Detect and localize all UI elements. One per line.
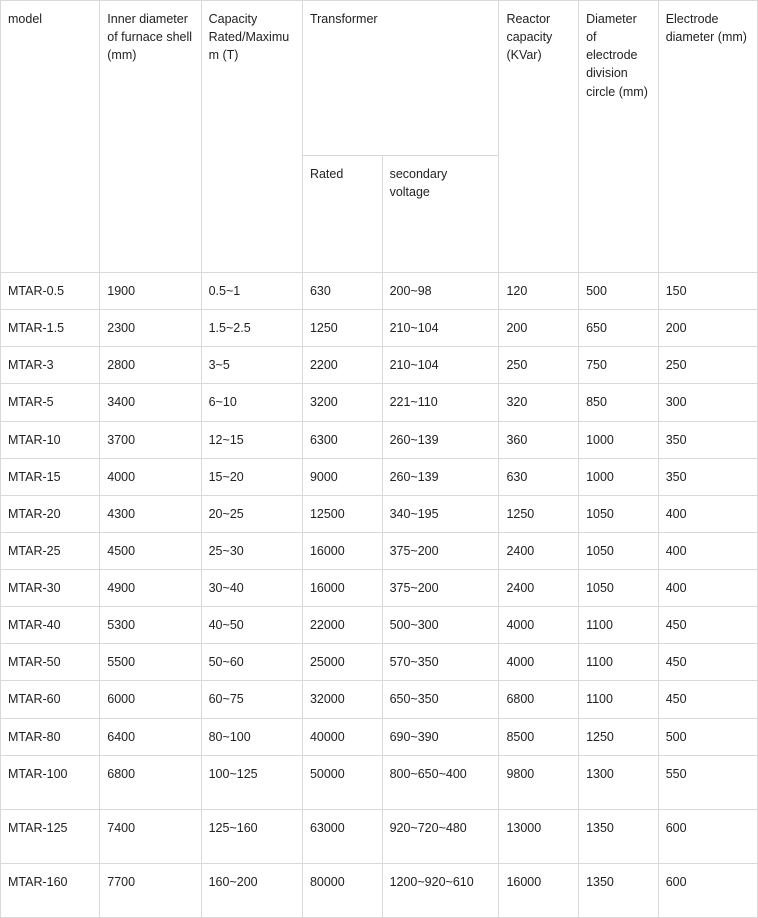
- cell-transformer-rated: 630: [302, 273, 382, 310]
- cell-electrode-diameter: 200: [658, 310, 757, 347]
- table-row: [1, 421, 758, 458]
- cell-transformer-rated: 9000: [302, 458, 382, 495]
- table-row: [1, 458, 758, 495]
- cell-inner-diameter: 4900: [100, 570, 201, 607]
- cell-electrode-diameter: 500: [658, 718, 757, 755]
- cell-inner-diameter: 4000: [100, 458, 201, 495]
- cell-secondary-voltage: 210~104: [382, 347, 499, 384]
- cell-transformer-rated: 25000: [302, 644, 382, 681]
- cell-capacity: 20~25: [201, 495, 302, 532]
- cell-secondary-voltage: 920~720~480: [382, 809, 499, 863]
- cell-inner-diameter: 5500: [100, 644, 201, 681]
- cell-reactor-capacity: 2400: [499, 570, 579, 607]
- header-electrode-division-circle: Diameter of electrode division circle (mm): [579, 1, 659, 273]
- cell-inner-diameter: 3400: [100, 384, 201, 421]
- header-inner-diameter: Inner diameter of furnace shell (mm): [100, 1, 201, 273]
- table-row: [1, 809, 758, 863]
- cell-capacity: 40~50: [201, 607, 302, 644]
- cell-inner-diameter: 7400: [100, 809, 201, 863]
- table-row: [1, 755, 758, 809]
- cell-secondary-voltage: 340~195: [382, 495, 499, 532]
- cell-secondary-voltage: 375~200: [382, 570, 499, 607]
- cell-inner-diameter: 2300: [100, 310, 201, 347]
- cell-transformer-rated: 6300: [302, 421, 382, 458]
- header-transformer-secondary-voltage: secondary voltage: [382, 156, 499, 273]
- cell-transformer-rated: 3200: [302, 384, 382, 421]
- cell-capacity: 6~10: [201, 384, 302, 421]
- cell-electrode-diameter: 400: [658, 495, 757, 532]
- table-row: [1, 681, 758, 718]
- cell-model: MTAR-1.5: [1, 310, 100, 347]
- cell-electrode-circle: 1050: [579, 532, 659, 569]
- cell-reactor-capacity: 320: [499, 384, 579, 421]
- cell-electrode-diameter: 400: [658, 532, 757, 569]
- table-row: [1, 863, 758, 917]
- cell-electrode-circle: 500: [579, 273, 659, 310]
- cell-capacity: 3~5: [201, 347, 302, 384]
- cell-inner-diameter: 6400: [100, 718, 201, 755]
- cell-capacity: 125~160: [201, 809, 302, 863]
- table-row: [1, 310, 758, 347]
- cell-inner-diameter: 4300: [100, 495, 201, 532]
- cell-model: MTAR-25: [1, 532, 100, 569]
- cell-electrode-diameter: 250: [658, 347, 757, 384]
- cell-inner-diameter: 5300: [100, 607, 201, 644]
- cell-secondary-voltage: 570~350: [382, 644, 499, 681]
- table-row: [1, 644, 758, 681]
- cell-capacity: 80~100: [201, 718, 302, 755]
- cell-electrode-diameter: 350: [658, 421, 757, 458]
- cell-electrode-circle: 1250: [579, 718, 659, 755]
- cell-electrode-circle: 1300: [579, 755, 659, 809]
- cell-secondary-voltage: 500~300: [382, 607, 499, 644]
- cell-reactor-capacity: 250: [499, 347, 579, 384]
- cell-transformer-rated: 16000: [302, 532, 382, 569]
- header-electrode-diameter: Electrode diameter (mm): [658, 1, 757, 273]
- cell-electrode-circle: 1100: [579, 644, 659, 681]
- cell-model: MTAR-3: [1, 347, 100, 384]
- cell-reactor-capacity: 8500: [499, 718, 579, 755]
- cell-inner-diameter: 3700: [100, 421, 201, 458]
- header-transformer-label: Transformer: [309, 12, 378, 26]
- cell-inner-diameter: 6000: [100, 681, 201, 718]
- cell-capacity: 25~30: [201, 532, 302, 569]
- cell-reactor-capacity: 9800: [499, 755, 579, 809]
- cell-electrode-circle: 650: [579, 310, 659, 347]
- cell-reactor-capacity: 4000: [499, 607, 579, 644]
- header-model: model: [1, 1, 100, 273]
- cell-reactor-capacity: 16000: [499, 863, 579, 917]
- table-row: [1, 607, 758, 644]
- cell-transformer-rated: 1250: [302, 310, 382, 347]
- cell-model: MTAR-20: [1, 495, 100, 532]
- cell-transformer-rated: 2200: [302, 347, 382, 384]
- cell-secondary-voltage: 375~200: [382, 532, 499, 569]
- cell-electrode-diameter: 600: [658, 863, 757, 917]
- cell-electrode-circle: 1350: [579, 809, 659, 863]
- cell-model: MTAR-30: [1, 570, 100, 607]
- cell-capacity: 100~125: [201, 755, 302, 809]
- cell-secondary-voltage: 650~350: [382, 681, 499, 718]
- cell-electrode-diameter: 550: [658, 755, 757, 809]
- cell-model: MTAR-80: [1, 718, 100, 755]
- cell-reactor-capacity: 4000: [499, 644, 579, 681]
- cell-capacity: 50~60: [201, 644, 302, 681]
- cell-transformer-rated: 12500: [302, 495, 382, 532]
- table-row: [1, 718, 758, 755]
- cell-reactor-capacity: 630: [499, 458, 579, 495]
- cell-inner-diameter: 2800: [100, 347, 201, 384]
- table-row: [1, 273, 758, 310]
- cell-capacity: 15~20: [201, 458, 302, 495]
- cell-capacity: 30~40: [201, 570, 302, 607]
- cell-capacity: 160~200: [201, 863, 302, 917]
- cell-electrode-diameter: 450: [658, 644, 757, 681]
- cell-secondary-voltage: 221~110: [382, 384, 499, 421]
- cell-model: MTAR-15: [1, 458, 100, 495]
- cell-model: MTAR-5: [1, 384, 100, 421]
- table-row: [1, 532, 758, 569]
- cell-reactor-capacity: 13000: [499, 809, 579, 863]
- table-row: [1, 384, 758, 421]
- cell-reactor-capacity: 1250: [499, 495, 579, 532]
- cell-inner-diameter: 7700: [100, 863, 201, 917]
- cell-electrode-diameter: 450: [658, 681, 757, 718]
- cell-transformer-rated: 63000: [302, 809, 382, 863]
- header-transformer-rated: Rated: [302, 156, 382, 273]
- cell-electrode-circle: 750: [579, 347, 659, 384]
- cell-reactor-capacity: 120: [499, 273, 579, 310]
- table-header-row-primary: [1, 1, 758, 156]
- cell-model: MTAR-100: [1, 755, 100, 809]
- cell-transformer-rated: 32000: [302, 681, 382, 718]
- cell-secondary-voltage: 260~139: [382, 421, 499, 458]
- cell-electrode-diameter: 150: [658, 273, 757, 310]
- cell-secondary-voltage: 1200~920~610: [382, 863, 499, 917]
- cell-electrode-diameter: 300: [658, 384, 757, 421]
- header-reactor-capacity: Reactor capacity (KVar): [499, 1, 579, 273]
- cell-capacity: 1.5~2.5: [201, 310, 302, 347]
- cell-secondary-voltage: 690~390: [382, 718, 499, 755]
- cell-model: MTAR-0.5: [1, 273, 100, 310]
- cell-reactor-capacity: 6800: [499, 681, 579, 718]
- cell-secondary-voltage: 260~139: [382, 458, 499, 495]
- cell-transformer-rated: 80000: [302, 863, 382, 917]
- cell-transformer-rated: 50000: [302, 755, 382, 809]
- table-row: [1, 347, 758, 384]
- cell-electrode-circle: 1350: [579, 863, 659, 917]
- cell-capacity: 0.5~1: [201, 273, 302, 310]
- cell-transformer-rated: 40000: [302, 718, 382, 755]
- cell-electrode-diameter: 600: [658, 809, 757, 863]
- cell-model: MTAR-40: [1, 607, 100, 644]
- cell-transformer-rated: 16000: [302, 570, 382, 607]
- cell-electrode-circle: 850: [579, 384, 659, 421]
- cell-reactor-capacity: 200: [499, 310, 579, 347]
- cell-capacity: 60~75: [201, 681, 302, 718]
- header-capacity: Capacity Rated/Maximum (T): [201, 1, 302, 273]
- cell-model: MTAR-125: [1, 809, 100, 863]
- cell-secondary-voltage: 200~98: [382, 273, 499, 310]
- cell-model: MTAR-10: [1, 421, 100, 458]
- cell-reactor-capacity: 360: [499, 421, 579, 458]
- cell-inner-diameter: 4500: [100, 532, 201, 569]
- cell-electrode-circle: 1100: [579, 681, 659, 718]
- cell-electrode-circle: 1100: [579, 607, 659, 644]
- cell-model: MTAR-60: [1, 681, 100, 718]
- table-row: [1, 570, 758, 607]
- cell-model: MTAR-50: [1, 644, 100, 681]
- cell-model: MTAR-160: [1, 863, 100, 917]
- cell-electrode-diameter: 450: [658, 607, 757, 644]
- cell-secondary-voltage: 800~650~400: [382, 755, 499, 809]
- cell-electrode-diameter: 350: [658, 458, 757, 495]
- cell-electrode-circle: 1000: [579, 458, 659, 495]
- table-row: [1, 495, 758, 532]
- header-transformer: [302, 1, 498, 156]
- cell-electrode-circle: 1000: [579, 421, 659, 458]
- table-body: [1, 273, 758, 918]
- cell-electrode-circle: 1050: [579, 570, 659, 607]
- cell-inner-diameter: 1900: [100, 273, 201, 310]
- cell-capacity: 12~15: [201, 421, 302, 458]
- cell-secondary-voltage: 210~104: [382, 310, 499, 347]
- cell-transformer-rated: 22000: [302, 607, 382, 644]
- cell-electrode-diameter: 400: [658, 570, 757, 607]
- cell-inner-diameter: 6800: [100, 755, 201, 809]
- cell-electrode-circle: 1050: [579, 495, 659, 532]
- cell-reactor-capacity: 2400: [499, 532, 579, 569]
